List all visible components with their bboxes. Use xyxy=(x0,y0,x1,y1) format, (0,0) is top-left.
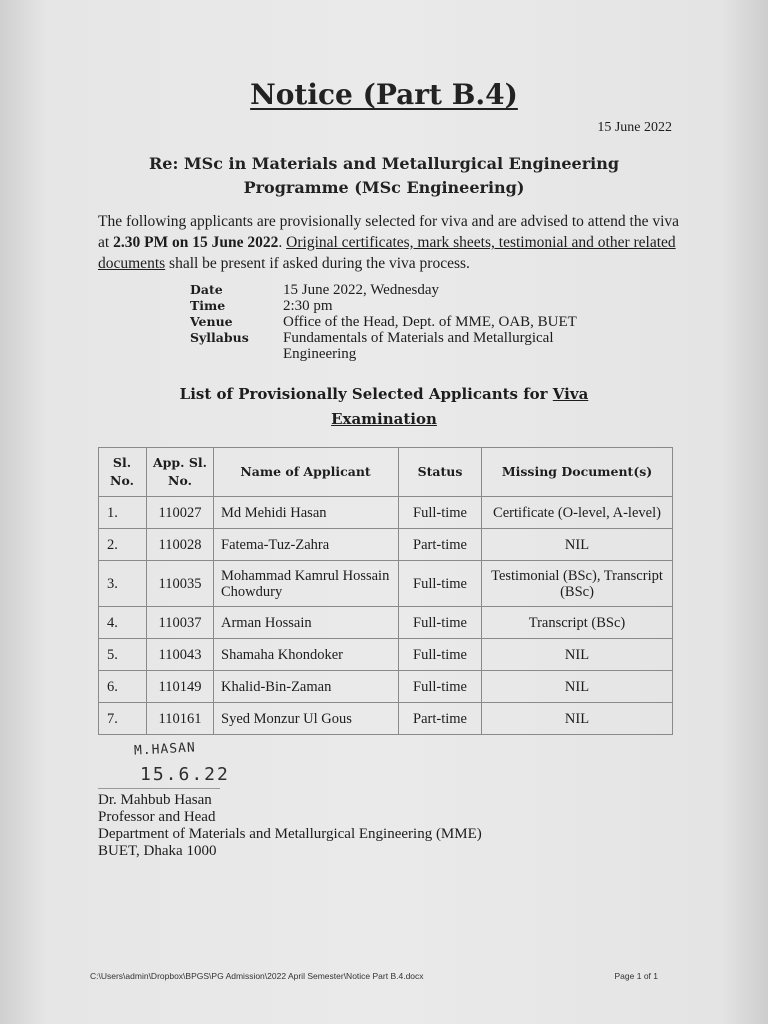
cell-missing: Certificate (O-level, A-level) xyxy=(482,497,673,529)
detail-label: Venue xyxy=(190,314,233,329)
cell-name: Shamaha Khondoker xyxy=(214,639,399,671)
signature-date: 15.6.22 xyxy=(140,764,230,785)
cell-name: Syed Monzur Ul Gous xyxy=(214,703,399,735)
detail-value: Fundamentals of Materials and Metallurgical Engineering xyxy=(283,330,554,362)
table-row xyxy=(99,529,673,561)
cell-app-no: 110028 xyxy=(147,529,214,561)
footer-page-number: Page 1 of 1 xyxy=(614,971,658,981)
intro-text-1: The following applicants are provisionally selected for viva and are advised to attend the viva at xyxy=(98,213,680,251)
header-sl-no: Sl. No. xyxy=(99,448,147,497)
signatory-name: Dr. Mahbub Hasan xyxy=(98,792,212,808)
cell-status: Full-time xyxy=(399,639,482,671)
cell-app-no: 110149 xyxy=(147,671,214,703)
cell-name: Fatema-Tuz-Zahra xyxy=(214,529,399,561)
detail-value: 2:30 pm xyxy=(283,298,333,314)
subject-line-2: Programme (MSc Engineering) xyxy=(243,178,525,197)
header-name: Name of Applicant xyxy=(214,448,399,497)
cell-name: Khalid-Bin-Zaman xyxy=(214,671,399,703)
cell-sl: 3. xyxy=(99,561,147,607)
intro-text-3: shall be present if asked during the viva process. xyxy=(165,255,470,272)
detail-row-date xyxy=(190,282,613,298)
cell-status: Full-time xyxy=(399,497,482,529)
intro-text-2: . xyxy=(278,234,287,251)
list-heading-underlined-viva: Viva xyxy=(552,385,589,403)
notice-date: 15 June 2022 xyxy=(597,120,672,135)
viva-details xyxy=(190,282,613,362)
footer-file-path: C:\Users\admin\Dropbox\BPGS\PG Admission\2022 April Semester\Notice Part B.4.docx xyxy=(90,971,424,981)
cell-missing: Testimonial (BSc), Transcript (BSc) xyxy=(482,561,673,607)
cell-app-no: 110161 xyxy=(147,703,214,735)
detail-value: 15 June 2022, Wednesday xyxy=(283,282,439,298)
table-row xyxy=(99,497,673,529)
cell-sl: 1. xyxy=(99,497,147,529)
list-heading-underlined-examination: Examination xyxy=(331,410,437,428)
table-header-row xyxy=(99,448,673,497)
cell-name: Mohammad Kamrul Hossain Chowdury xyxy=(214,561,399,607)
cell-status: Part-time xyxy=(399,529,482,561)
cell-sl: 7. xyxy=(99,703,147,735)
signatory-department: Department of Materials and Metallurgical Engineering (MME) xyxy=(98,826,482,842)
cell-missing: NIL xyxy=(482,703,673,735)
cell-status: Part-time xyxy=(399,703,482,735)
cell-missing: NIL xyxy=(482,671,673,703)
cell-app-no: 110035 xyxy=(147,561,214,607)
subject-heading xyxy=(0,152,768,200)
table-row xyxy=(99,703,673,735)
cell-name: Arman Hossain xyxy=(214,607,399,639)
viva-time-bold: 2.30 PM on 15 June 2022 xyxy=(113,234,279,251)
detail-row-time xyxy=(190,298,613,314)
table-row xyxy=(99,639,673,671)
cell-app-no: 110043 xyxy=(147,639,214,671)
cell-status: Full-time xyxy=(399,671,482,703)
table-row xyxy=(99,607,673,639)
list-heading xyxy=(0,382,768,432)
cell-app-no: 110037 xyxy=(147,607,214,639)
cell-status: Full-time xyxy=(399,607,482,639)
intro-paragraph xyxy=(98,211,682,274)
cell-status: Full-time xyxy=(399,561,482,607)
header-missing-documents: Missing Document(s) xyxy=(482,448,673,497)
signature-name: M.HASAN xyxy=(133,740,197,759)
detail-label: Time xyxy=(190,298,226,313)
table-row xyxy=(99,561,673,607)
signatory-title: Professor and Head xyxy=(98,809,216,825)
detail-value: Office of the Head, Dept. of MME, OAB, BUET xyxy=(283,314,577,330)
signatory-institution: BUET, Dhaka 1000 xyxy=(98,843,217,859)
signature-line xyxy=(98,788,220,789)
detail-row-syllabus xyxy=(190,330,613,362)
header-app-sl-no: App. Sl. No. xyxy=(147,448,214,497)
detail-label: Syllabus xyxy=(190,330,249,345)
subject-line-1: Re: MSc in Materials and Metallurgical Engineering xyxy=(148,154,620,173)
cell-missing: NIL xyxy=(482,639,673,671)
applicants-table xyxy=(98,447,673,735)
cell-sl: 4. xyxy=(99,607,147,639)
cell-app-no: 110027 xyxy=(147,497,214,529)
notice-title: Notice (Part B.4) xyxy=(250,78,518,111)
cell-sl: 2. xyxy=(99,529,147,561)
cell-sl: 5. xyxy=(99,639,147,671)
cell-missing: Transcript (BSc) xyxy=(482,607,673,639)
list-heading-text: List of Provisionally Selected Applicants for xyxy=(179,385,553,403)
required-documents-underlined: Original certificates, mark sheets, testimonial and other related documents xyxy=(98,234,676,272)
signatory-block xyxy=(98,792,482,860)
cell-missing: NIL xyxy=(482,529,673,561)
detail-row-venue xyxy=(190,314,613,330)
table-row xyxy=(99,671,673,703)
handwritten-signature xyxy=(134,742,244,790)
page-footer xyxy=(90,971,658,981)
detail-label: Date xyxy=(190,282,223,297)
cell-name: Md Mehidi Hasan xyxy=(214,497,399,529)
cell-sl: 6. xyxy=(99,671,147,703)
header-status: Status xyxy=(399,448,482,497)
